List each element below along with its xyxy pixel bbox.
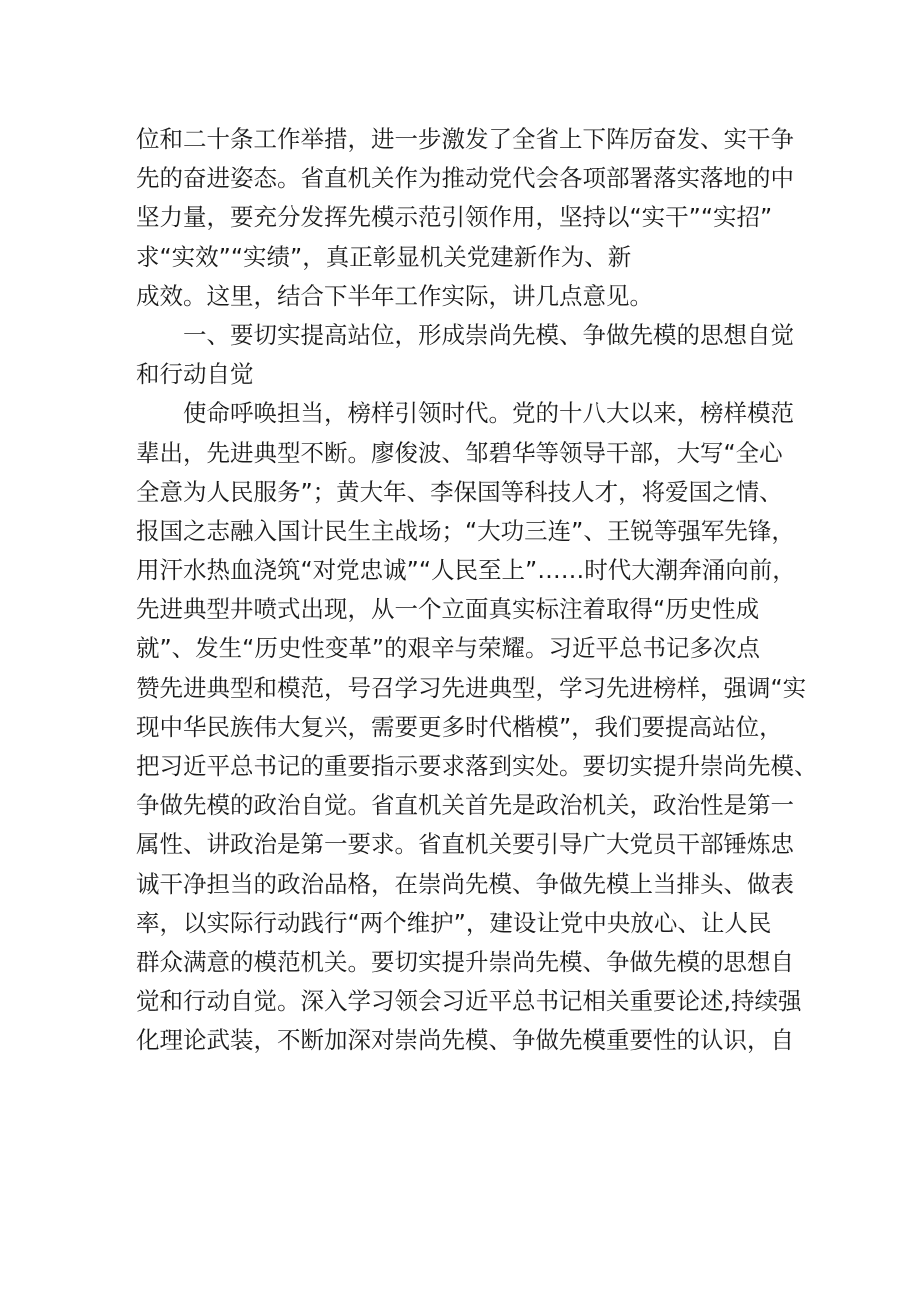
- text-line: 报国之志融入国计民生主战场；“大功三连”、王锐等强军先锋，: [136, 516, 795, 545]
- text-line: 就”、发生“历史性变革”的艰辛与荣耀。习近平总书记多次点: [136, 634, 761, 663]
- text-line: 用汗水热血浇筑“对党忠诚”“人民至上”……时代大潮奔涌向前，: [136, 556, 796, 585]
- text-line: 诚干净担当的政治品格，在崇尚先模、争做先模上当排头、做表: [136, 869, 794, 898]
- text-line: 先的奋进姿态。省直机关作为推动党代会各项部署落实落地的中: [136, 164, 794, 193]
- text-line: 辈出，先进典型不断。廖俊波、邹碧华等领导干部，大写“全心: [136, 438, 783, 467]
- text-line: 率，以实际行动践行“两个维护”，建设让党中央放心、让人民: [136, 908, 772, 937]
- text-line: 觉和行动自觉。深入学习领会习近平总书记相关重要论述,持续强: [136, 987, 802, 1016]
- text-line: 属性、讲政治是第一要求。省直机关要引导广大党员干部锤炼忠: [136, 830, 794, 859]
- text-line: 现中华民族伟大复兴，需要更多时代楷模”，我们要提高站位，: [136, 712, 783, 741]
- text-line: 把习近平总书记的重要指示要求落到实处。要切实提升崇尚先模、: [136, 752, 818, 780]
- text-line: 先进典型井喷式出现，从一个立面真实标注着取得“历史性成: [136, 595, 760, 624]
- text-line: 争做先模的政治自觉。省直机关首先是政治机关，政治性是第一: [136, 791, 794, 820]
- text-line: 坚力量，要充分发挥先模示范引领作用，坚持以“实干”“实招”: [136, 203, 773, 232]
- document-body: [136, 120, 818, 1061]
- text-line: 成效。这里，结合下半年工作实际，讲几点意见。: [136, 281, 653, 310]
- text-line: 求“实效”“实绩”，真正彰显机关党建新作为、新: [136, 242, 632, 271]
- text-line: 群众满意的模范机关。要切实提升崇尚先模、争做先模的思想自: [136, 947, 794, 976]
- section-heading-continued: 和行动自觉: [136, 360, 254, 389]
- text-line: 全意为人民服务”；黄大年、李保国等科技人才，将爱国之情、: [136, 477, 783, 506]
- text-line: 位和二十条工作举措，进一步激发了全省上下阵厉奋发、实干争: [136, 125, 794, 153]
- text-line: 赞先进典型和模范，号召学习先进典型，学习先进榜样，强调“实: [136, 673, 807, 702]
- paragraph-start: 使命呼唤担当，榜样引领时代。党的十八大以来，榜样模范: [183, 399, 794, 428]
- section-heading: 一、要切实提高站位，形成崇尚先模、争做先模的思想自觉: [183, 320, 794, 349]
- text-line: 化理论武装，不断加深对崇尚先模、争做先模重要性的认识，自: [136, 1026, 794, 1055]
